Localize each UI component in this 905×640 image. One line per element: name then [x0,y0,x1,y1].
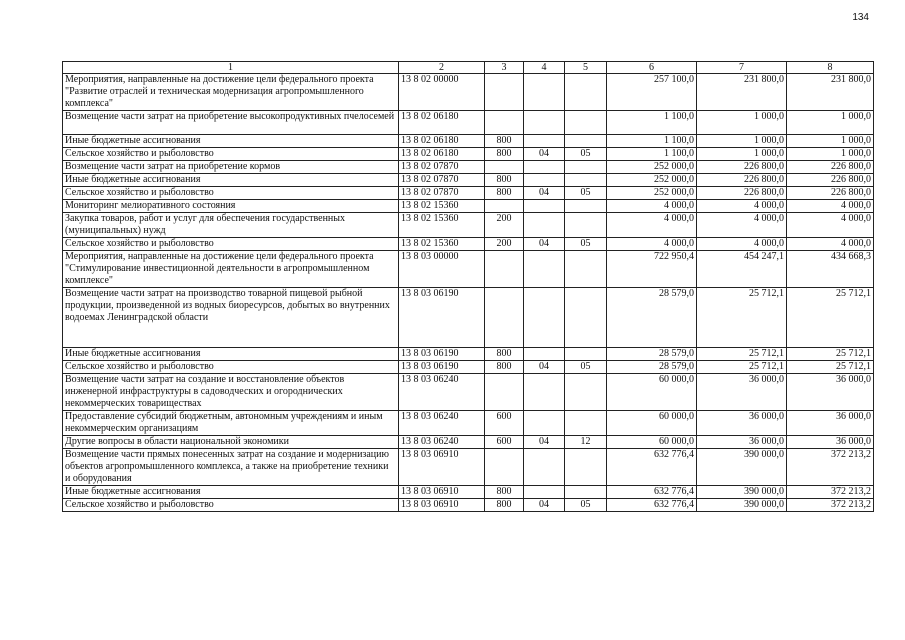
table-row [63,486,874,499]
table-row [63,161,874,174]
amount-col8-cell: 36 000,0 [787,436,874,449]
subsection-cell: 12 [565,436,607,449]
table-row [63,238,874,251]
subsection-cell [565,348,607,361]
expense-type-cell: 600 [485,436,524,449]
amount-col6-cell: 1 100,0 [607,148,697,161]
expense-type-cell [485,111,524,135]
column-header: 5 [565,62,607,74]
expense-type-cell [485,200,524,213]
expense-type-cell [485,251,524,288]
row-name-cell: Закупка товаров, работ и услуг для обеспечения государственных (муниципальных) нужд [63,213,399,238]
subsection-cell [565,374,607,411]
amount-col6-cell: 60 000,0 [607,411,697,436]
amount-col8-cell: 226 800,0 [787,161,874,174]
table-row [63,411,874,436]
expense-type-cell: 800 [485,486,524,499]
budget-table [62,61,874,512]
target-article-cell: 13 8 02 06180 [399,135,485,148]
column-header: 4 [524,62,565,74]
section-cell [524,288,565,348]
subsection-cell [565,288,607,348]
table-row [63,436,874,449]
section-cell [524,213,565,238]
target-article-cell: 13 8 02 07870 [399,174,485,187]
amount-col6-cell: 252 000,0 [607,174,697,187]
expense-type-cell: 800 [485,187,524,200]
amount-col7-cell: 4 000,0 [697,213,787,238]
subsection-cell [565,74,607,111]
amount-col6-cell: 4 000,0 [607,213,697,238]
row-name-cell: Иные бюджетные ассигнования [63,486,399,499]
target-article-cell: 13 8 03 06910 [399,449,485,486]
subsection-cell [565,135,607,148]
section-cell [524,486,565,499]
target-article-cell: 13 8 03 06910 [399,499,485,512]
amount-col7-cell: 4 000,0 [697,200,787,213]
amount-col8-cell: 1 000,0 [787,135,874,148]
target-article-cell: 13 8 02 15360 [399,200,485,213]
amount-col8-cell: 36 000,0 [787,374,874,411]
table-row [63,200,874,213]
section-cell [524,411,565,436]
expense-type-cell [485,374,524,411]
subsection-cell: 05 [565,361,607,374]
table-row [63,348,874,361]
amount-col6-cell: 252 000,0 [607,161,697,174]
amount-col6-cell: 722 950,4 [607,251,697,288]
amount-col6-cell: 60 000,0 [607,436,697,449]
target-article-cell: 13 8 03 06190 [399,361,485,374]
target-article-cell: 13 8 03 06240 [399,436,485,449]
section-cell [524,161,565,174]
target-article-cell: 13 8 03 06910 [399,486,485,499]
table-body [63,74,874,512]
row-name-cell: Иные бюджетные ассигнования [63,348,399,361]
amount-col6-cell: 632 776,4 [607,449,697,486]
amount-col8-cell: 226 800,0 [787,187,874,200]
amount-col8-cell: 1 000,0 [787,111,874,135]
row-name-cell: Возмещение части затрат на производство товарной пищевой рыбной продукции, произведенной из водных биоресурсов, добытых во внутренних водоемах Ленинградской области [63,288,399,348]
amount-col7-cell: 1 000,0 [697,135,787,148]
row-name-cell: Предоставление субсидий бюджетным, автономным учреждениям и иным некоммерческим организациям [63,411,399,436]
column-header: 3 [485,62,524,74]
amount-col7-cell: 390 000,0 [697,449,787,486]
amount-col6-cell: 28 579,0 [607,288,697,348]
target-article-cell: 13 8 02 07870 [399,161,485,174]
expense-type-cell [485,288,524,348]
amount-col7-cell: 4 000,0 [697,238,787,251]
table-row [63,74,874,111]
target-article-cell: 13 8 03 06190 [399,348,485,361]
section-cell [524,174,565,187]
subsection-cell: 05 [565,148,607,161]
row-name-cell: Мероприятия, направленные на достижение цели федерального проекта "Стимулирование инвестиционной деятельности в агропромышленном комплексе" [63,251,399,288]
column-number-row [63,62,874,74]
row-name-cell: Возмещение части затрат на приобретение кормов [63,161,399,174]
section-cell: 04 [524,361,565,374]
amount-col8-cell: 25 712,1 [787,348,874,361]
amount-col6-cell: 1 100,0 [607,111,697,135]
target-article-cell: 13 8 02 06180 [399,111,485,135]
section-cell: 04 [524,499,565,512]
amount-col8-cell: 372 213,2 [787,449,874,486]
table-row [63,174,874,187]
amount-col7-cell: 231 800,0 [697,74,787,111]
table-row [63,213,874,238]
target-article-cell: 13 8 02 00000 [399,74,485,111]
amount-col6-cell: 632 776,4 [607,499,697,512]
expense-type-cell: 200 [485,213,524,238]
amount-col7-cell: 454 247,1 [697,251,787,288]
section-cell [524,111,565,135]
subsection-cell [565,411,607,436]
amount-col8-cell: 4 000,0 [787,238,874,251]
row-name-cell: Возмещение части прямых понесенных затрат на создание и модернизацию объектов агропромышленного комплекса, а также на приобретение техники и оборудования [63,449,399,486]
subsection-cell: 05 [565,187,607,200]
amount-col7-cell: 25 712,1 [697,288,787,348]
row-name-cell: Иные бюджетные ассигнования [63,135,399,148]
subsection-cell [565,486,607,499]
column-header: 6 [607,62,697,74]
target-article-cell: 13 8 03 00000 [399,251,485,288]
column-header: 8 [787,62,874,74]
amount-col7-cell: 390 000,0 [697,486,787,499]
table-row [63,374,874,411]
amount-col7-cell: 390 000,0 [697,499,787,512]
amount-col8-cell: 1 000,0 [787,148,874,161]
amount-col7-cell: 25 712,1 [697,361,787,374]
subsection-cell [565,111,607,135]
section-cell [524,348,565,361]
row-name-cell: Сельское хозяйство и рыболовство [63,238,399,251]
amount-col6-cell: 28 579,0 [607,361,697,374]
table-row [63,111,874,135]
column-header: 7 [697,62,787,74]
amount-col6-cell: 252 000,0 [607,187,697,200]
table-row [63,499,874,512]
expense-type-cell: 800 [485,499,524,512]
amount-col8-cell: 25 712,1 [787,361,874,374]
table-row [63,361,874,374]
expense-type-cell: 800 [485,361,524,374]
amount-col6-cell: 4 000,0 [607,200,697,213]
row-name-cell: Иные бюджетные ассигнования [63,174,399,187]
section-cell [524,251,565,288]
subsection-cell: 05 [565,499,607,512]
expense-type-cell: 200 [485,238,524,251]
target-article-cell: 13 8 03 06240 [399,411,485,436]
amount-col7-cell: 36 000,0 [697,436,787,449]
amount-col6-cell: 4 000,0 [607,238,697,251]
amount-col7-cell: 25 712,1 [697,348,787,361]
section-cell [524,74,565,111]
expense-type-cell [485,161,524,174]
subsection-cell [565,449,607,486]
amount-col7-cell: 226 800,0 [697,174,787,187]
amount-col6-cell: 28 579,0 [607,348,697,361]
amount-col8-cell: 434 668,3 [787,251,874,288]
amount-col6-cell: 1 100,0 [607,135,697,148]
target-article-cell: 13 8 02 07870 [399,187,485,200]
subsection-cell [565,251,607,288]
column-header: 2 [399,62,485,74]
section-cell: 04 [524,436,565,449]
amount-col7-cell: 1 000,0 [697,111,787,135]
row-name-cell: Возмещение части затрат на приобретение высокопродуктивных пчелосемей [63,111,399,135]
section-cell: 04 [524,148,565,161]
table-row [63,135,874,148]
expense-type-cell [485,74,524,111]
subsection-cell [565,213,607,238]
amount-col8-cell: 226 800,0 [787,174,874,187]
table-row [63,288,874,348]
row-name-cell: Сельское хозяйство и рыболовство [63,499,399,512]
section-cell: 04 [524,187,565,200]
amount-col7-cell: 226 800,0 [697,187,787,200]
expense-type-cell: 800 [485,135,524,148]
amount-col8-cell: 4 000,0 [787,200,874,213]
expense-type-cell: 600 [485,411,524,436]
amount-col8-cell: 36 000,0 [787,411,874,436]
expense-type-cell: 800 [485,148,524,161]
amount-col7-cell: 226 800,0 [697,161,787,174]
subsection-cell [565,200,607,213]
expense-type-cell: 800 [485,174,524,187]
expense-type-cell [485,449,524,486]
row-name-cell: Мониторинг мелиоративного состояния [63,200,399,213]
section-cell [524,449,565,486]
section-cell [524,135,565,148]
target-article-cell: 13 8 02 15360 [399,213,485,238]
row-name-cell: Мероприятия, направленные на достижение цели федерального проекта "Развитие отраслей и техническая модернизация агропромышленного комплекса" [63,74,399,111]
target-article-cell: 13 8 03 06240 [399,374,485,411]
column-header: 1 [63,62,399,74]
amount-col8-cell: 372 213,2 [787,486,874,499]
table-row [63,148,874,161]
table-row [63,449,874,486]
amount-col8-cell: 4 000,0 [787,213,874,238]
subsection-cell [565,174,607,187]
amount-col7-cell: 36 000,0 [697,411,787,436]
table-row [63,251,874,288]
amount-col6-cell: 60 000,0 [607,374,697,411]
amount-col8-cell: 231 800,0 [787,74,874,111]
section-cell [524,200,565,213]
target-article-cell: 13 8 02 06180 [399,148,485,161]
row-name-cell: Сельское хозяйство и рыболовство [63,148,399,161]
row-name-cell: Другие вопросы в области национальной экономики [63,436,399,449]
amount-col6-cell: 257 100,0 [607,74,697,111]
table-row [63,187,874,200]
row-name-cell: Возмещение части затрат на создание и восстановление объектов инженерной инфраструктуры в садоводческих и огороднических некоммерческих товариществах [63,374,399,411]
section-cell: 04 [524,238,565,251]
target-article-cell: 13 8 03 06190 [399,288,485,348]
amount-col6-cell: 632 776,4 [607,486,697,499]
amount-col8-cell: 25 712,1 [787,288,874,348]
amount-col7-cell: 36 000,0 [697,374,787,411]
subsection-cell: 05 [565,238,607,251]
amount-col7-cell: 1 000,0 [697,148,787,161]
section-cell [524,374,565,411]
row-name-cell: Сельское хозяйство и рыболовство [63,187,399,200]
row-name-cell: Сельское хозяйство и рыболовство [63,361,399,374]
expense-type-cell: 800 [485,348,524,361]
subsection-cell [565,161,607,174]
target-article-cell: 13 8 02 15360 [399,238,485,251]
page-number: 134 [852,12,869,23]
amount-col8-cell: 372 213,2 [787,499,874,512]
